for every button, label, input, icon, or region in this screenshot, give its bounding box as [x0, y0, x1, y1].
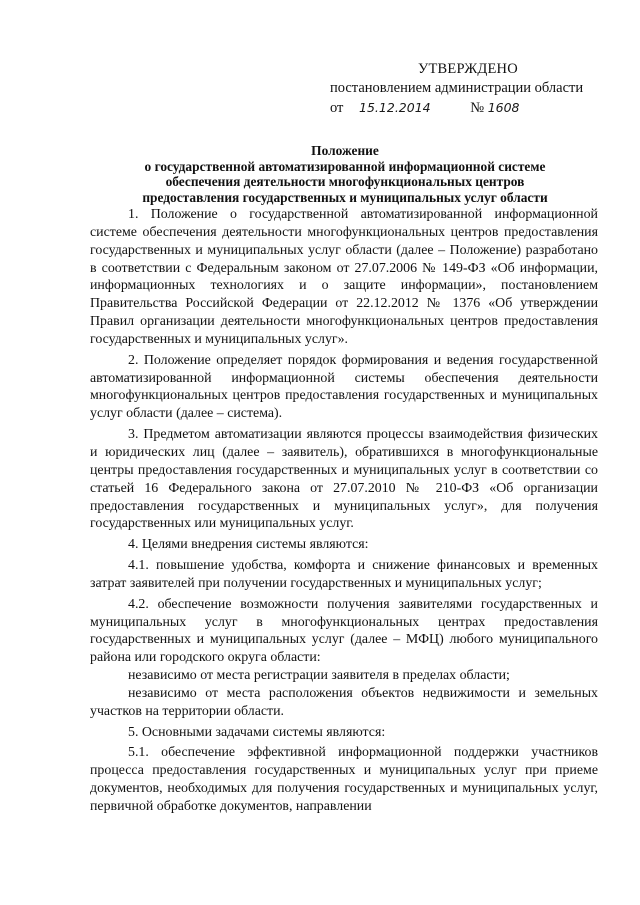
paragraph-4: 4. Целями внедрения системы являются:	[128, 537, 369, 553]
approval-date-line	[330, 98, 620, 118]
paragraph-3: 3. Предметом автоматизации являются процессы взаимодействия физических и юридических лиц (далее – заявитель), обратившихся в многофункциональные центры предоставления государственных и муниципальных услуг в соответствии со статьей 16 Федерального закона от 27.07.2010 № 210-ФЗ «Об организации предоставления государственных и муниципальных услуг», для получения государственных или муниципальных услуг.	[90, 427, 598, 532]
paragraph-4-1: 4.1. повышение удобства, комфорта и снижение финансовых и временных затрат заявителей при получении государственных и муниципальных услуг;	[90, 558, 598, 591]
document-title	[90, 143, 600, 205]
number-label: №	[470, 100, 485, 116]
title-line-3: обеспечения деятельности многофункциональных центров	[165, 174, 525, 189]
paragraph-5-1: 5.1. обеспечение эффективной информационной поддержки участников процесса предоставления государственных и муниципальных услуг при приеме документов, необходимых для получения государственных и муниципальных услуг, первичной обработке документов, направлении	[90, 745, 598, 814]
paragraph-1: 1. Положение о государственной автоматизированной информационной системе обеспечения деятельности многофункциональных центров предоставления государственных и муниципальных услуг области (далее – Положение) разработано в соответствии с Федеральным законом от 27.07.2006 № 149-ФЗ «Об информации, информационных технологиях и о защите информации», постановлением Правительства Российской Федерации от 22.12.2012 № 1376 «Об утверждении Правил организации деятельности многофункциональных центров предоставления государственных и муниципальных услуг».	[90, 207, 598, 347]
approval-authority: постановлением администрации области	[330, 80, 584, 96]
approval-heading: УТВЕРЖДЕНО	[418, 61, 518, 77]
document-body	[90, 206, 598, 816]
paragraph-5: 5. Основными задачами системы являются:	[128, 724, 386, 740]
paragraph-2: 2. Положение определяет порядок формирования и ведения государственной автоматизированной информационной системы обеспечения деятельности многофункциональных центров предоставления государственных и муниципальных услуг области (далее – система).	[90, 352, 598, 422]
paragraph-4-2: 4.2. обеспечение возможности получения заявителями государственных и муниципальных услуг в многофункциональных центрах предоставления государственных и муниципальных услуг (далее – МФЦ) любого муниципального района или городского округа области:	[90, 596, 598, 666]
handwritten-date: 15.12.2014	[359, 100, 431, 115]
paragraph-4-2-item-1: независимо от места регистрации заявителя в пределах области;	[128, 668, 510, 684]
title-line-1: Положение	[311, 143, 379, 158]
title-line-4: предоставления государственных и муниципальных услуг области	[142, 189, 548, 205]
paragraph-4-2-item-2: независимо от места расположения объектов недвижимости и земельных участков на территории области.	[90, 685, 598, 719]
approval-block	[330, 60, 620, 118]
title-line-2: о государственной автоматизированной информационной системе	[144, 158, 546, 174]
handwritten-number: 1608	[487, 100, 520, 115]
from-label: от	[330, 100, 344, 116]
